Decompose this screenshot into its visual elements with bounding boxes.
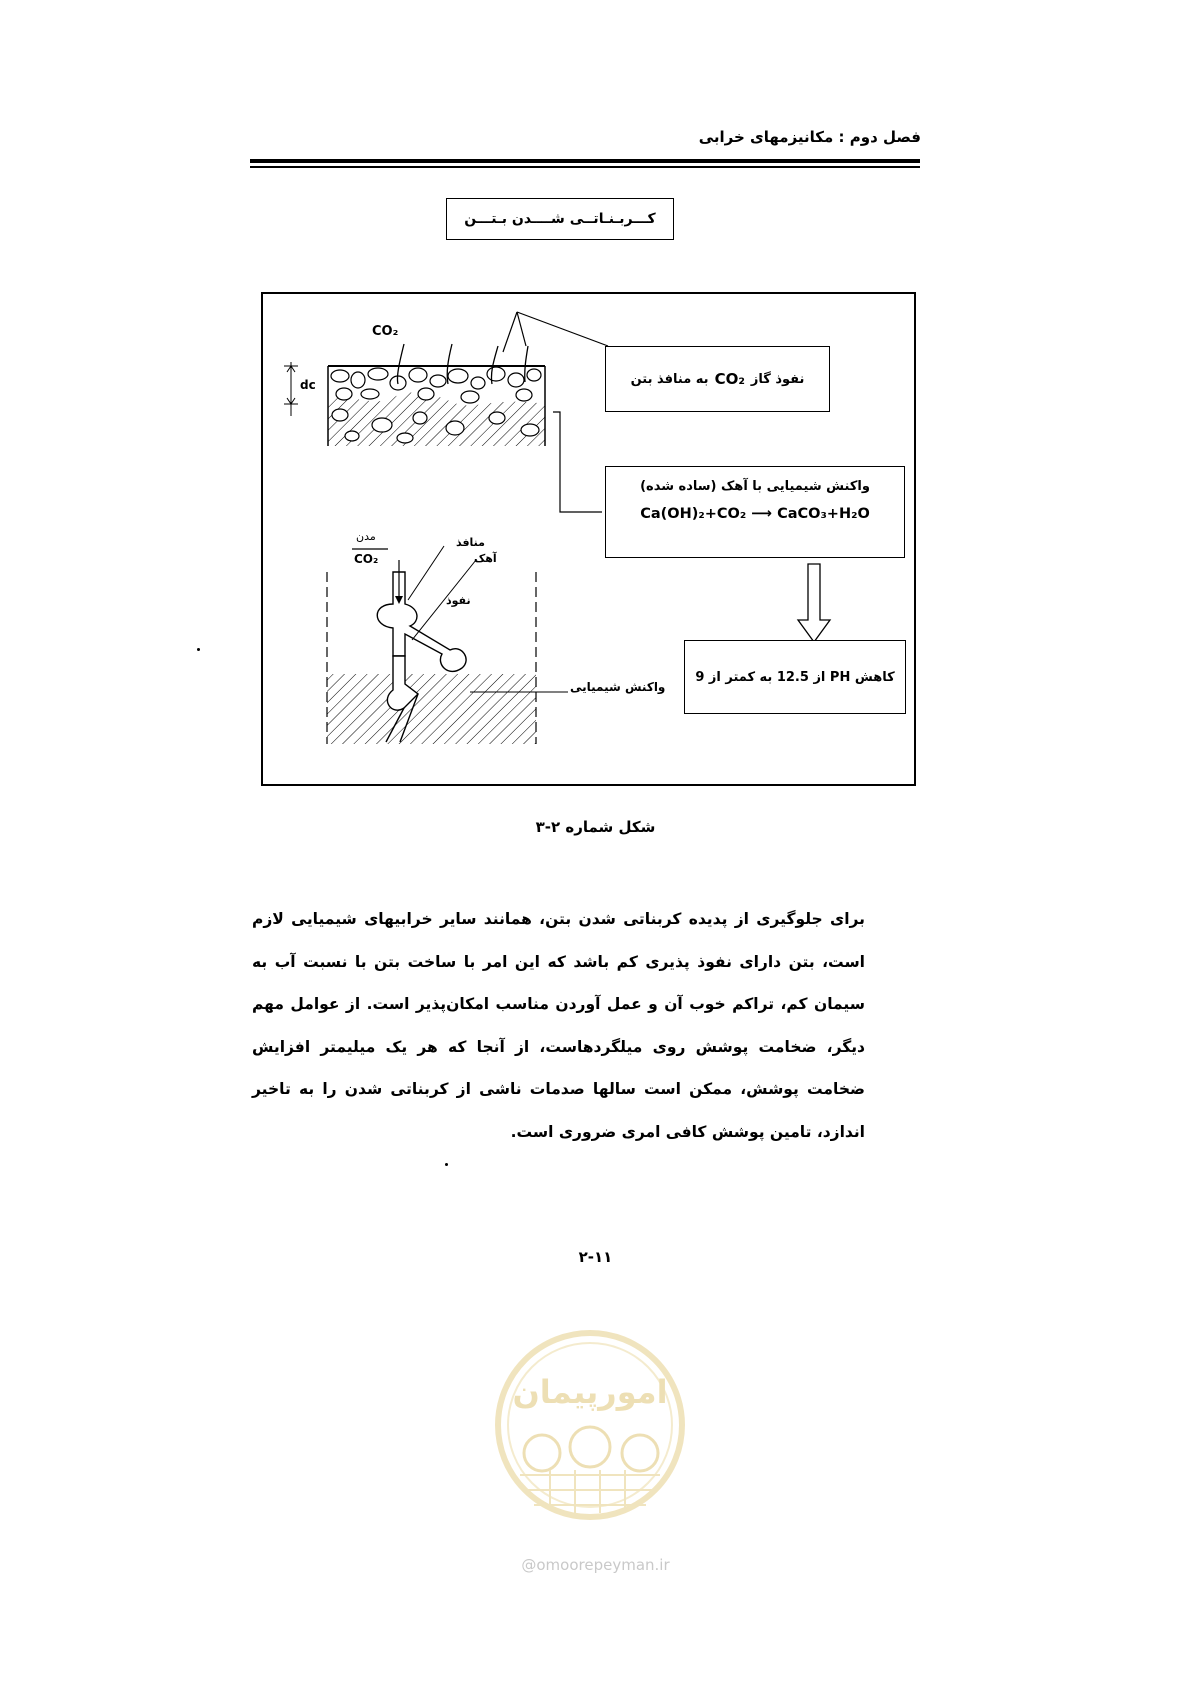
ph-text: کاهش PH از 12.5 به کمتر از 9 <box>695 669 895 685</box>
manafez-label: منافذ <box>456 536 485 549</box>
flow-arrow <box>798 564 830 642</box>
ph-box <box>684 640 906 714</box>
watermark-logo <box>490 1325 690 1585</box>
watermark-logo-text: امورپیمان <box>512 1373 668 1411</box>
concrete-section-top <box>284 312 608 512</box>
watermark-url: @omoorepeyman.ir <box>521 1556 670 1574</box>
dc-dimension <box>284 362 298 416</box>
penetration-suffix: به منافذ بتن <box>630 371 709 387</box>
reaction-title: واکنش شیمیایی با آهک (ساده شده) <box>640 479 870 494</box>
figure-title-box: کـــربـنـاتــی شــــدن بـتـــن <box>446 198 674 240</box>
co2-fraction-label: CO₂ <box>354 552 379 566</box>
chapter-title: فصل دوم : مکانیزمهای خرابی <box>698 128 921 146</box>
penetration-prefix: نفوذ گاز <box>750 371 805 387</box>
reaction-box <box>605 466 905 558</box>
dc-label: dc <box>300 378 316 392</box>
vakonesh-label: واکنش شیمیایی <box>570 680 666 694</box>
reaction-equation: Ca(OH)₂+CO₂ ⟶ CaCO₃+H₂O <box>640 506 870 522</box>
body-paragraph: برای جلوگیری از پدیده کربناتی شدن بتن، همانند سایر خرابیهای شیمیایی لازم است، بتن دارای نفوذ پذیری کم باشد که این امر با ساخت بتن با نسبت آب به سیمان کم، تراکم خوب آن و عمل آوردن مناسب امکان‌پذیر است. از عوامل مهم دیگر، ضخامت پوشش روی میلگردهاست، از آنجا که هر یک میلیمتر افزایش ضخامت پوشش، ممکن است سالها صدمات ناشی از کربناتی شدن را به تاخیر اندازد، تامین پوشش کافی امری ضروری است. <box>252 910 865 1141</box>
penetration-formula: CO₂ <box>714 370 745 388</box>
figure-caption: شکل شماره ۲-۳ <box>535 818 656 836</box>
madan-label: مدن <box>356 530 376 543</box>
ahak-label: آهک <box>474 552 497 565</box>
co2-top-label: CO₂ <box>372 324 399 339</box>
penetration-box <box>605 346 830 412</box>
stray-dot <box>445 1163 448 1166</box>
pore-detail-section <box>327 546 568 744</box>
page-number: ۲-۱۱ <box>578 1248 613 1266</box>
nofouz-label: نفوذ <box>446 594 471 607</box>
stray-dot <box>197 648 200 651</box>
